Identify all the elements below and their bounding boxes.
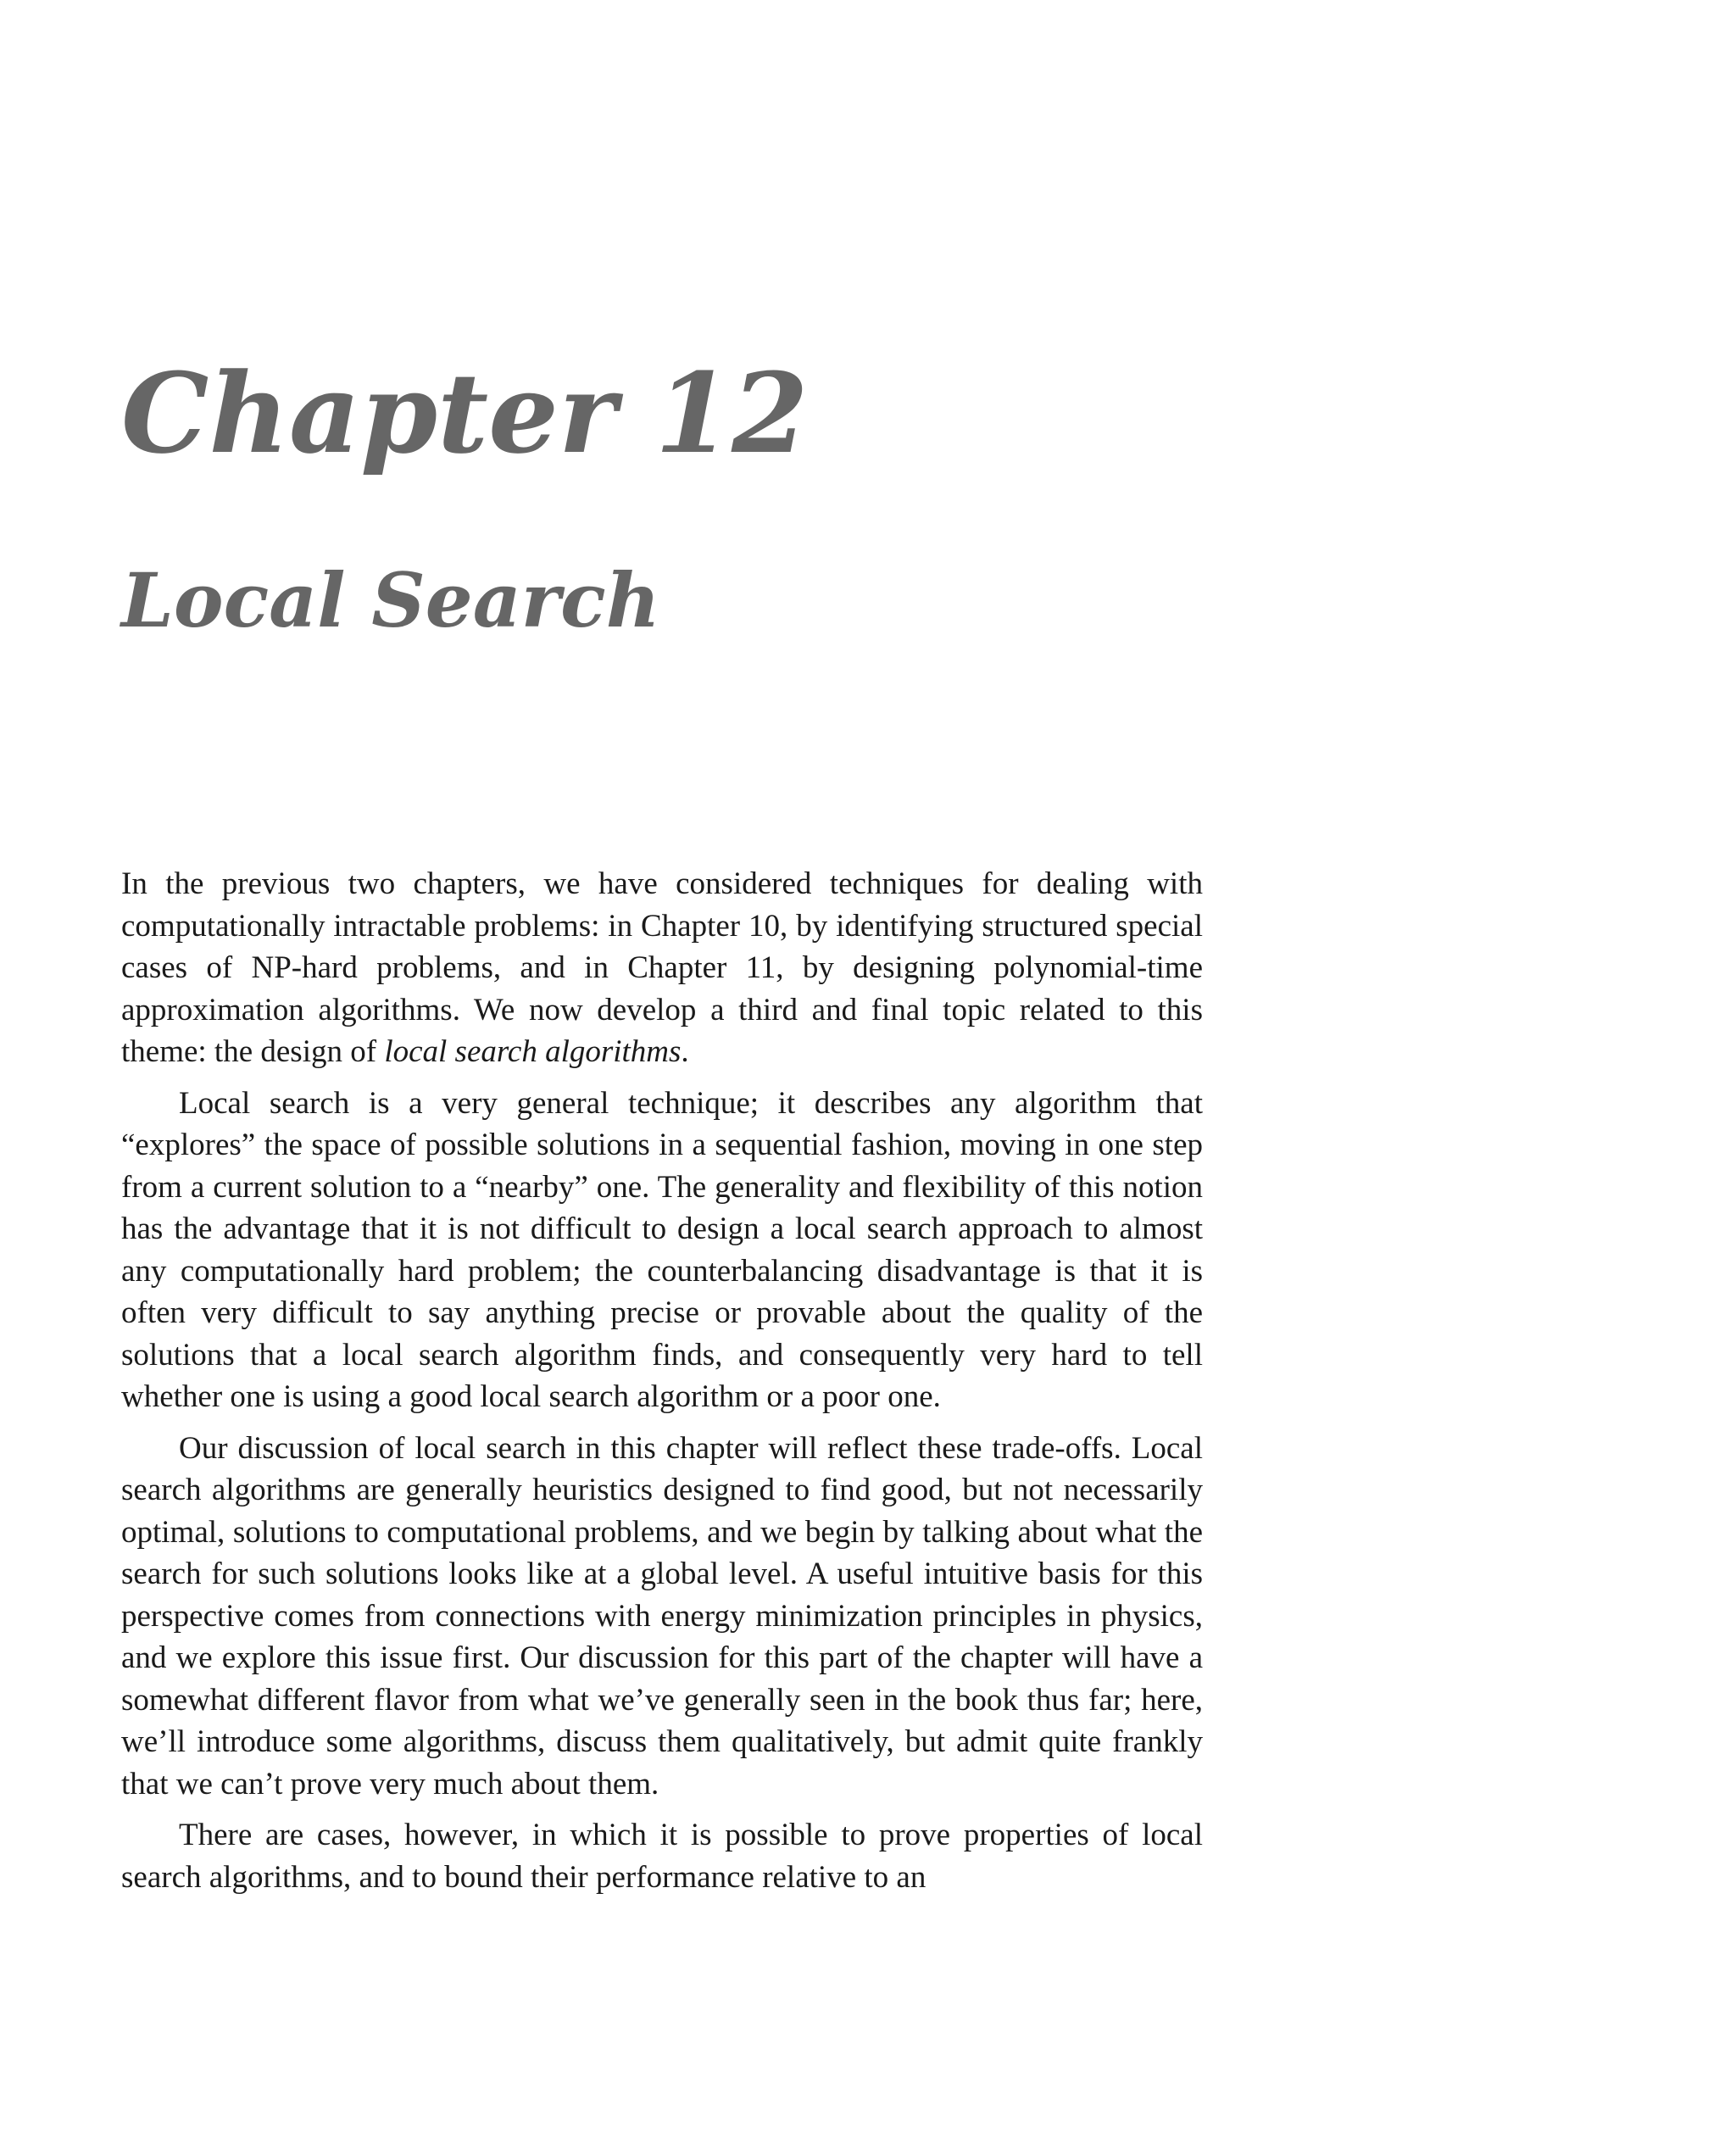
- emphasized-term: local search algorithms: [384, 1034, 682, 1069]
- paragraph-trade-offs: Our discussion of local search in this chapter will reflect these trade-offs. Local search algorithms are generally heuristics designed to find good, but not necessarily optimal, solutions to computational problems, and we begin by talking about what the search for such solutions looks like at a global level. A useful intuitive basis for this perspective comes from connections with energy minimization principles in physics, and we explore this issue first. Our discussion for this part of the chapter will have a somewhat different flavor from what we’ve generally seen in the book thus far; here, we’ll introduce some algorithms, discuss them qualitatively, but admit quite frankly that we can’t prove very much about them.: [121, 1430, 1203, 1802]
- chapter-body: [121, 863, 1203, 1907]
- paragraph-provable-cases: There are cases, however, in which it is possible to prove properties of local search algorithms, and to bound their performance relative to an: [121, 1818, 1203, 1895]
- paragraph-intro: [121, 863, 1203, 1073]
- chapter-title: Local Search: [121, 556, 660, 644]
- chapter-number: Chapter 12: [121, 348, 809, 478]
- paragraph-intro-text: In the previous two chapters, we have considered techniques for dealing with computationally intractable problems: in Chapter 10, by identifying structured special cases of NP-hard problems, and in Chapter 11, by designing polynomial-time approximation algorithms. We now develop a third and final topic related to this theme: the design of: [121, 866, 1203, 1069]
- paragraph-intro-end: .: [681, 1034, 689, 1069]
- paragraph-local-search-definition: Local search is a very general technique; it describes any algorithm that “explores” the space of possible solutions in a sequential fashion, moving in one step from a current solution to a “nearby” one. The generality and flexibility of this notion has the advantage that it is not difficult to design a local search approach to almost any computationally hard problem; the counterbalancing disadvantage is that it is often very difficult to say anything precise or provable about the quality of the solutions that a local search algorithm finds, and consequently very hard to tell whether one is using a good local search algorithm or a poor one.: [121, 1085, 1203, 1414]
